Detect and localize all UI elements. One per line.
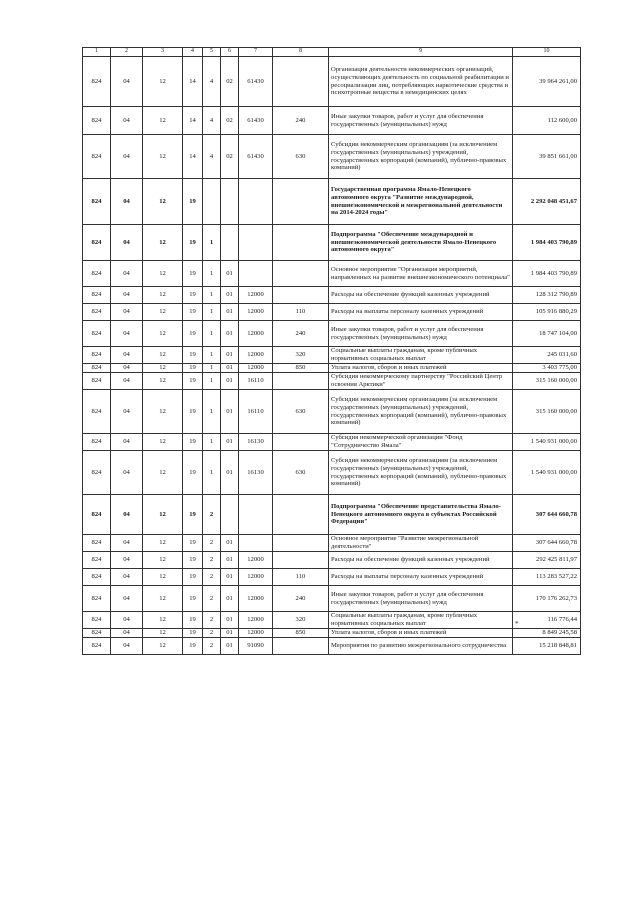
table-row — [83, 390, 581, 434]
event-code-cell — [221, 495, 239, 535]
direction-code-cell — [239, 535, 273, 552]
grbs-code-cell: 824 — [83, 135, 111, 179]
description-cell: Субсидия некоммерческой организации "Фонд "Сотрудничество Ямала" — [329, 434, 513, 451]
subprogram-code-cell: 1 — [203, 304, 221, 321]
subprogram-code-cell: 2 — [203, 535, 221, 552]
description-cell: Социальные выплаты гражданам, кроме публичных нормативных социальных выплат — [329, 612, 513, 629]
event-code-cell: 01 — [221, 321, 239, 347]
grbs-code-cell: 824 — [83, 107, 111, 135]
expense-type-code-cell: 630 — [273, 390, 329, 434]
program-code-cell: 19 — [183, 495, 203, 535]
direction-code-cell: 16110 — [239, 390, 273, 434]
subsection-code-cell: 12 — [143, 552, 183, 569]
event-code-cell: 02 — [221, 57, 239, 107]
table-row — [83, 57, 581, 107]
subprogram-code-cell: 1 — [203, 261, 221, 287]
subsection-code-cell: 12 — [143, 57, 183, 107]
section-code-cell: 04 — [111, 347, 143, 364]
expense-type-code-cell — [273, 535, 329, 552]
section-code-cell: 04 — [111, 287, 143, 304]
subsection-code-cell: 12 — [143, 364, 183, 373]
grbs-code-cell: 824 — [83, 57, 111, 107]
grbs-code-cell: 824 — [83, 612, 111, 629]
program-code-cell: 19 — [183, 451, 203, 495]
header-cell: 8 — [273, 48, 329, 57]
expense-type-code-cell — [273, 261, 329, 287]
program-code-cell: 14 — [183, 57, 203, 107]
event-code-cell: 01 — [221, 569, 239, 586]
subsection-code-cell: 12 — [143, 373, 183, 390]
event-code-cell — [221, 225, 239, 261]
subprogram-code-cell: 1 — [203, 451, 221, 495]
direction-code-cell — [239, 495, 273, 535]
direction-code-cell: 12000 — [239, 321, 273, 347]
budget-table — [82, 47, 581, 655]
subsection-code-cell: 12 — [143, 287, 183, 304]
event-code-cell: 01 — [221, 304, 239, 321]
subsection-code-cell: 12 — [143, 261, 183, 287]
header-cell: 2 — [111, 48, 143, 57]
subprogram-code-cell: 1 — [203, 225, 221, 261]
direction-code-cell: 12000 — [239, 552, 273, 569]
table-row — [83, 347, 581, 364]
subprogram-code-cell: 2 — [203, 629, 221, 638]
program-code-cell: 19 — [183, 586, 203, 612]
section-code-cell: 04 — [111, 535, 143, 552]
program-code-cell: 19 — [183, 179, 203, 225]
direction-code-cell: 12000 — [239, 586, 273, 612]
direction-code-cell — [239, 261, 273, 287]
program-code-cell: 19 — [183, 434, 203, 451]
subprogram-code-cell: 2 — [203, 495, 221, 535]
amount-cell: 315 160 000,00 — [513, 390, 581, 434]
table-row — [83, 261, 581, 287]
direction-code-cell: 12000 — [239, 304, 273, 321]
expense-type-code-cell: 240 — [273, 107, 329, 135]
table-row — [83, 304, 581, 321]
expense-type-code-cell: 110 — [273, 569, 329, 586]
grbs-code-cell: 824 — [83, 225, 111, 261]
table-row — [83, 135, 581, 179]
subprogram-code-cell: 1 — [203, 347, 221, 364]
grbs-code-cell: 824 — [83, 638, 111, 655]
event-code-cell: 02 — [221, 107, 239, 135]
description-cell: Расходы на выплаты персоналу казенных учреждений — [329, 304, 513, 321]
amount-cell: 170 176 262,73 — [513, 586, 581, 612]
program-code-cell: 19 — [183, 304, 203, 321]
description-cell: Подпрограмма "Обеспечение международной и внешнеэкономической деятельности Ямало-Ненецкого автономного округа" — [329, 225, 513, 261]
section-code-cell: 04 — [111, 179, 143, 225]
subprogram-code-cell: 4 — [203, 57, 221, 107]
grbs-code-cell: 824 — [83, 495, 111, 535]
section-code-cell: 04 — [111, 57, 143, 107]
program-code-cell: 19 — [183, 612, 203, 629]
direction-code-cell: 16110 — [239, 373, 273, 390]
section-code-cell: 04 — [111, 135, 143, 179]
table-row — [83, 586, 581, 612]
direction-code-cell: 16130 — [239, 451, 273, 495]
grbs-code-cell: 824 — [83, 373, 111, 390]
description-cell: Субсидии некоммерческим организациям (за исключением государственных (муниципальных) учреждений, государственных корпораций (компаний), публично-правовых компаний) — [329, 135, 513, 179]
expense-type-code-cell — [273, 287, 329, 304]
subprogram-code-cell — [203, 179, 221, 225]
subprogram-code-cell: 1 — [203, 434, 221, 451]
amount-cell: 245 031,60 — [513, 347, 581, 364]
description-cell: Уплата налогов, сборов и иных платежей — [329, 364, 513, 373]
event-code-cell: 01 — [221, 451, 239, 495]
amount-cell: 2 292 048 451,67 — [513, 179, 581, 225]
table-row — [83, 552, 581, 569]
expense-type-code-cell — [273, 225, 329, 261]
expense-type-code-cell: 850 — [273, 629, 329, 638]
subprogram-code-cell: 1 — [203, 373, 221, 390]
section-code-cell: 04 — [111, 321, 143, 347]
subsection-code-cell: 12 — [143, 535, 183, 552]
amount-cell: 1 540 931 000,00 — [513, 451, 581, 495]
program-code-cell: 19 — [183, 364, 203, 373]
subprogram-code-cell: 1 — [203, 287, 221, 304]
section-code-cell: 04 — [111, 373, 143, 390]
section-code-cell: 04 — [111, 225, 143, 261]
direction-code-cell: 61430 — [239, 57, 273, 107]
subprogram-code-cell: 4 — [203, 107, 221, 135]
grbs-code-cell: 824 — [83, 434, 111, 451]
subsection-code-cell: 12 — [143, 495, 183, 535]
table-row — [83, 179, 581, 225]
subsection-code-cell: 12 — [143, 135, 183, 179]
amount-cell: 292 425 811,97 — [513, 552, 581, 569]
event-code-cell: 01 — [221, 287, 239, 304]
budget-sheet — [82, 47, 580, 655]
table-row — [83, 638, 581, 655]
header-cell: 7 — [239, 48, 273, 57]
section-code-cell: 04 — [111, 390, 143, 434]
expense-type-code-cell — [273, 638, 329, 655]
event-code-cell: 01 — [221, 629, 239, 638]
expense-type-code-cell: 240 — [273, 586, 329, 612]
direction-code-cell — [239, 225, 273, 261]
amount-cell: 307 644 660,78 — [513, 535, 581, 552]
program-code-cell: 19 — [183, 321, 203, 347]
program-code-cell: 19 — [183, 629, 203, 638]
program-code-cell: 19 — [183, 535, 203, 552]
expense-type-code-cell: 320 — [273, 347, 329, 364]
event-code-cell: 01 — [221, 535, 239, 552]
subsection-code-cell: 12 — [143, 107, 183, 135]
description-cell: Субсидия некоммерческому партнерству "Российский Центр освоения Арктики" — [329, 373, 513, 390]
amount-cell: 105 916 880,29 — [513, 304, 581, 321]
section-code-cell: 04 — [111, 569, 143, 586]
program-code-cell: 19 — [183, 225, 203, 261]
subsection-code-cell: 12 — [143, 629, 183, 638]
grbs-code-cell: 824 — [83, 629, 111, 638]
expense-type-code-cell — [273, 552, 329, 569]
section-code-cell: 04 — [111, 612, 143, 629]
subprogram-code-cell: 4 — [203, 135, 221, 179]
subsection-code-cell: 12 — [143, 451, 183, 495]
description-cell: Расходы на выплаты персоналу казенных учреждений — [329, 569, 513, 586]
direction-code-cell: 91090 — [239, 638, 273, 655]
event-code-cell: 01 — [221, 434, 239, 451]
amount-cell: 3 403 775,00 — [513, 364, 581, 373]
amount-cell: 1 984 403 790,89 — [513, 261, 581, 287]
amount-cell: 8 849 245,58 — [513, 629, 581, 638]
table-row — [83, 321, 581, 347]
description-cell: Мероприятия по развитию межрегионального сотрудничества — [329, 638, 513, 655]
event-code-cell: 01 — [221, 612, 239, 629]
expense-type-code-cell: 850 — [273, 364, 329, 373]
header-cell: 10 — [513, 48, 581, 57]
event-code-cell: 01 — [221, 373, 239, 390]
direction-code-cell: 12000 — [239, 364, 273, 373]
expense-type-code-cell — [273, 179, 329, 225]
description-cell: Иные закупки товаров, работ и услуг для обеспечения государственных (муниципальных) нужд — [329, 321, 513, 347]
section-code-cell: 04 — [111, 451, 143, 495]
amount-cell: 307 644 660,78 — [513, 495, 581, 535]
direction-code-cell: 12000 — [239, 569, 273, 586]
direction-code-cell: 12000 — [239, 347, 273, 364]
amount-cell: 39 851 661,00 — [513, 135, 581, 179]
expense-type-code-cell: 110 — [273, 304, 329, 321]
section-code-cell: 04 — [111, 495, 143, 535]
grbs-code-cell: 824 — [83, 261, 111, 287]
expense-type-code-cell: 240 — [273, 321, 329, 347]
expense-type-code-cell: 630 — [273, 135, 329, 179]
program-code-cell: 14 — [183, 135, 203, 179]
description-cell: Основное мероприятие "Организация мероприятий, направленных на развитие внешнеэкономического потенциала" — [329, 261, 513, 287]
section-code-cell: 04 — [111, 552, 143, 569]
program-code-cell: 19 — [183, 552, 203, 569]
subprogram-code-cell: 2 — [203, 586, 221, 612]
direction-code-cell: 12000 — [239, 612, 273, 629]
grbs-code-cell: 824 — [83, 451, 111, 495]
event-code-cell: 01 — [221, 364, 239, 373]
description-cell: Иные закупки товаров, работ и услуг для обеспечения государственных (муниципальных) нужд — [329, 107, 513, 135]
header-cell: 3 — [143, 48, 183, 57]
subprogram-code-cell: 2 — [203, 569, 221, 586]
amount-cell: 112 600,00 — [513, 107, 581, 135]
program-code-cell: 19 — [183, 638, 203, 655]
subsection-code-cell: 12 — [143, 569, 183, 586]
section-code-cell: 04 — [111, 586, 143, 612]
amount-cell: 18 747 104,00 — [513, 321, 581, 347]
stray-mark: * — [515, 620, 519, 628]
direction-code-cell: 61430 — [239, 107, 273, 135]
direction-code-cell — [239, 179, 273, 225]
table-body — [83, 57, 581, 655]
amount-cell: 1 540 931 000,00 — [513, 434, 581, 451]
description-cell: Основное мероприятие "Развитие межрегиональной деятельности" — [329, 535, 513, 552]
subsection-code-cell: 12 — [143, 586, 183, 612]
table-row — [83, 107, 581, 135]
subprogram-code-cell: 1 — [203, 364, 221, 373]
description-cell: Субсидии некоммерческим организациям (за исключением государственных (муниципальных) учреждений, государственных корпораций (компаний), публично-правовых компаний) — [329, 451, 513, 495]
subprogram-code-cell: 2 — [203, 552, 221, 569]
direction-code-cell: 16130 — [239, 434, 273, 451]
expense-type-code-cell — [273, 57, 329, 107]
program-code-cell: 19 — [183, 373, 203, 390]
description-cell: Организация деятельности некоммерческих организаций, осуществляющих деятельность по социальной реабилитации и ресоциализации лиц, потребляющих наркотические средства и психотропные вещества в немедицинских целях — [329, 57, 513, 107]
description-cell: Уплата налогов, сборов и иных платежей — [329, 629, 513, 638]
grbs-code-cell: 824 — [83, 390, 111, 434]
table-row — [83, 451, 581, 495]
grbs-code-cell: 824 — [83, 569, 111, 586]
table-row — [83, 225, 581, 261]
event-code-cell: 01 — [221, 586, 239, 612]
expense-type-code-cell: 630 — [273, 451, 329, 495]
event-code-cell: 01 — [221, 638, 239, 655]
header-row — [83, 48, 581, 57]
event-code-cell: 01 — [221, 390, 239, 434]
table-row — [83, 535, 581, 552]
program-code-cell: 19 — [183, 347, 203, 364]
amount-cell: 1 984 403 790,89 — [513, 225, 581, 261]
header-cell: 1 — [83, 48, 111, 57]
program-code-cell: 19 — [183, 569, 203, 586]
subsection-code-cell: 12 — [143, 638, 183, 655]
description-cell: Государственная программа Ямало-Ненецкого автономного округа "Развитие международной, внешнеэкономической и межрегиональной деятельности на 2014-2024 годы" — [329, 179, 513, 225]
event-code-cell: 01 — [221, 347, 239, 364]
subprogram-code-cell: 2 — [203, 638, 221, 655]
program-code-cell: 19 — [183, 287, 203, 304]
amount-cell: 128 312 790,89 — [513, 287, 581, 304]
table-row — [83, 287, 581, 304]
event-code-cell: 01 — [221, 261, 239, 287]
section-code-cell: 04 — [111, 629, 143, 638]
subsection-code-cell: 12 — [143, 321, 183, 347]
header-cell: 9 — [329, 48, 513, 57]
program-code-cell: 14 — [183, 107, 203, 135]
section-code-cell: 04 — [111, 107, 143, 135]
subsection-code-cell: 12 — [143, 347, 183, 364]
section-code-cell: 04 — [111, 434, 143, 451]
program-code-cell: 19 — [183, 261, 203, 287]
amount-cell: 315 160 000,00 — [513, 373, 581, 390]
expense-type-code-cell — [273, 373, 329, 390]
event-code-cell: 02 — [221, 135, 239, 179]
table-row — [83, 495, 581, 535]
direction-code-cell: 12000 — [239, 629, 273, 638]
table-row — [83, 434, 581, 451]
amount-cell: 15 218 848,81 — [513, 638, 581, 655]
subprogram-code-cell: 1 — [203, 321, 221, 347]
table-row — [83, 364, 581, 373]
program-code-cell: 19 — [183, 390, 203, 434]
grbs-code-cell: 824 — [83, 179, 111, 225]
grbs-code-cell: 824 — [83, 287, 111, 304]
grbs-code-cell: 824 — [83, 552, 111, 569]
description-cell: Расходы на обеспечение функций казенных учреждений — [329, 552, 513, 569]
table-row — [83, 629, 581, 638]
grbs-code-cell: 824 — [83, 304, 111, 321]
grbs-code-cell: 824 — [83, 586, 111, 612]
table-row — [83, 569, 581, 586]
amount-cell: 39 964 261,00 — [513, 57, 581, 107]
section-code-cell: 04 — [111, 364, 143, 373]
header-cell: 5 — [203, 48, 221, 57]
expense-type-code-cell — [273, 495, 329, 535]
expense-type-code-cell — [273, 434, 329, 451]
section-code-cell: 04 — [111, 304, 143, 321]
subprogram-code-cell: 1 — [203, 390, 221, 434]
direction-code-cell: 61430 — [239, 135, 273, 179]
table-row — [83, 373, 581, 390]
table-row — [83, 612, 581, 629]
section-code-cell: 04 — [111, 638, 143, 655]
description-cell: Субсидии некоммерческим организациям (за исключением государственных (муниципальных) учреждений, государственных корпораций (компаний), публично-правовых компаний) — [329, 390, 513, 434]
direction-code-cell: 12000 — [239, 287, 273, 304]
section-code-cell: 04 — [111, 261, 143, 287]
subsection-code-cell: 12 — [143, 612, 183, 629]
event-code-cell — [221, 179, 239, 225]
subsection-code-cell: 12 — [143, 179, 183, 225]
subsection-code-cell: 12 — [143, 390, 183, 434]
amount-cell: 116 776,44 — [513, 612, 581, 629]
grbs-code-cell: 824 — [83, 364, 111, 373]
subsection-code-cell: 12 — [143, 434, 183, 451]
expense-type-code-cell: 320 — [273, 612, 329, 629]
description-cell: Подпрограмма "Обеспечение представительства Ямало-Ненецкого автономного округа в субъектах Российской Федерации" — [329, 495, 513, 535]
event-code-cell: 01 — [221, 552, 239, 569]
subsection-code-cell: 12 — [143, 304, 183, 321]
subprogram-code-cell: 2 — [203, 612, 221, 629]
grbs-code-cell: 824 — [83, 321, 111, 347]
description-cell: Расходы на обеспечение функций казенных учреждений — [329, 287, 513, 304]
description-cell: Иные закупки товаров, работ и услуг для обеспечения государственных (муниципальных) нужд — [329, 586, 513, 612]
grbs-code-cell: 824 — [83, 347, 111, 364]
subsection-code-cell: 12 — [143, 225, 183, 261]
grbs-code-cell: 824 — [83, 535, 111, 552]
header-cell: 6 — [221, 48, 239, 57]
header-cell: 4 — [183, 48, 203, 57]
description-cell: Социальные выплаты гражданам, кроме публичных нормативных социальных выплат — [329, 347, 513, 364]
amount-cell: 113 283 527,22 — [513, 569, 581, 586]
